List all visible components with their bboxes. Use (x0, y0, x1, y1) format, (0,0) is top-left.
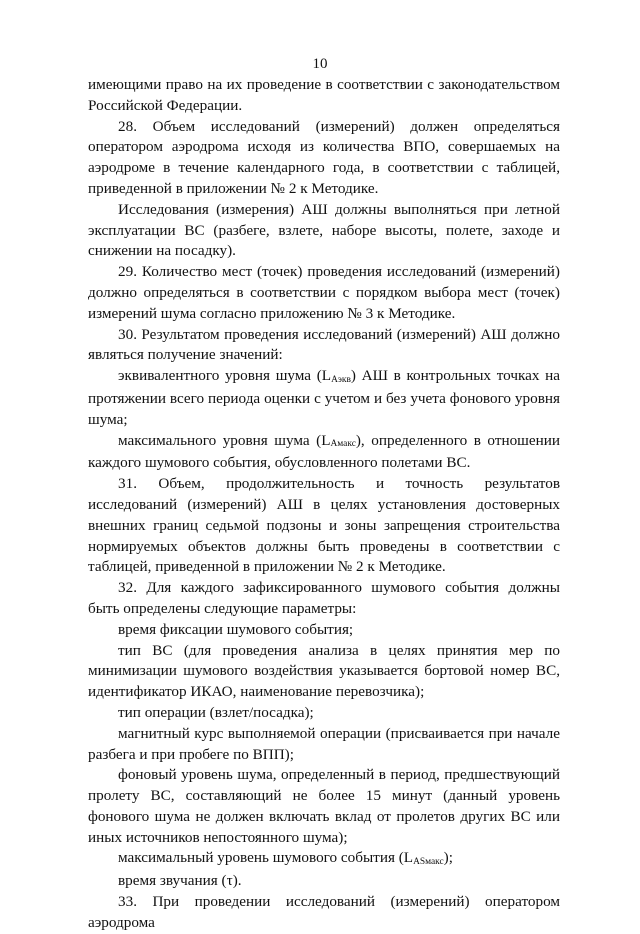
paragraph-28: 28. Объем исследований (измерений) должен определяться оператором аэродрома исходя из количества ВПО, совершаемых на аэродроме в течение календарного года, в соответствии с таблицей, приведенной в приложении № 2 к Методике. (88, 117, 560, 197)
list-item: магнитный курс выполняемой операции (присваивается при начале разбега и при пробеге по ВПП); (88, 724, 560, 763)
text-span: эквивалентного уровня шума (L (118, 367, 332, 385)
text-span: максимального уровня шума (L (118, 431, 331, 449)
text-span: ), определенного в отношении каждого шумового события, обусловленного полетами ВС. (88, 431, 560, 472)
text-span: максимальный уровень шумового события (L (118, 849, 414, 867)
paragraph: Исследования (измерения) АШ должны выполняться при летной эксплуатации ВС (разбеге, взлете, наборе высоты, полете, заходе и снижении на посадку). (88, 200, 560, 260)
document-body (88, 75, 560, 934)
paragraph-l-amaks (88, 431, 560, 475)
paragraph-33: 33. При проведении исследований (измерений) оператором аэродрома (88, 893, 560, 931)
paragraph-l-aekv (88, 366, 560, 430)
paragraph-32: 32. Для каждого зафиксированного шумового события должны быть определены следующие параметры: (88, 579, 560, 617)
subscript: Амакс (330, 438, 356, 449)
text-span: ) АШ в контрольных точках на протяжении всего периода оценки с учетом и без учета фонового уровня шума; (88, 367, 560, 428)
page-number: 10 (312, 56, 328, 72)
paragraph-29: 29. Количество мест (точек) проведения исследований (измерений) должно определяться в соответствии с порядком выбора мест (точек) измерений шума согласно приложению № 3 к Методике. (88, 263, 560, 322)
list-item: тип ВС (для проведения анализа в целях принятия мер по минимизации шумового воздействия указывается бортовой номер ВС, идентификатор ИКАО, наименование перевозчика); (88, 641, 560, 701)
list-item: время фиксации шумового события; (118, 620, 354, 638)
paragraph: имеющими право на их проведение в соответствии с законодательством Российской Федерации. (88, 76, 560, 114)
list-item: тип операции (взлет/посадка); (118, 703, 314, 721)
text-span: ); (443, 849, 453, 867)
paragraph-30: 30. Результатом проведения исследований (измерений) АШ должно являться получение значений: (88, 325, 560, 364)
list-item: время звучания (τ). (118, 872, 242, 890)
subscript: ASмакс (413, 856, 444, 867)
list-item-l-asmaks (88, 848, 560, 871)
subscript: Аэкв (331, 374, 351, 385)
paragraph-31: 31. Объем, продолжительность и точность результатов исследований (измерений) АШ в целях установления достоверных внешних границ седьмой подзоны и зоны запрещения строительства нормируемых объектов должны быть проведены в соответствии с таблицей, приведенной в приложении № 2 к Методике. (88, 475, 560, 576)
list-item: фоновый уровень шума, определенный в период, предшествующий пролету ВС, составляющий не более 15 минут (данный уровень фонового шума не должен включать вклад от пролетов других ВС или иных источников непостоянного шума); (88, 766, 560, 846)
